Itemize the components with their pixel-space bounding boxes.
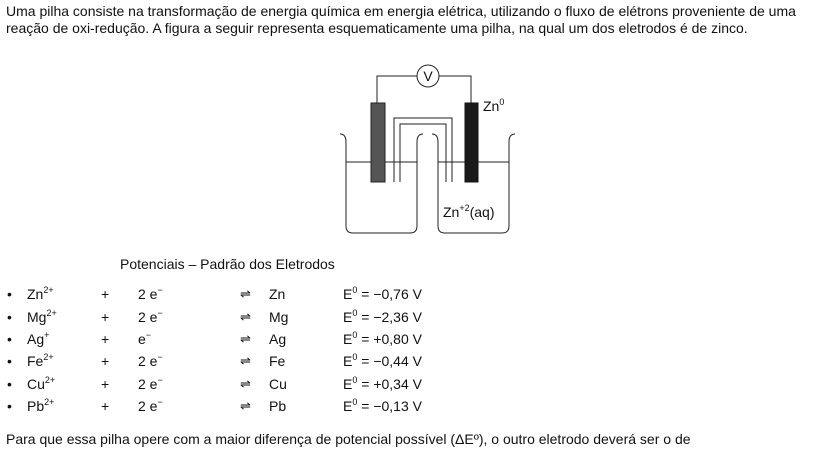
metal: Cu	[269, 376, 287, 392]
plus-sign: +	[101, 286, 110, 302]
question-text: Para que essa pilha opere com a maior diferença de potencial possível (ΔEº), o outro eletrodo deverá ser o de	[6, 431, 691, 447]
electrons: 2 e−	[138, 308, 163, 325]
electrons: 2 e−	[138, 352, 163, 369]
table-row	[0, 308, 500, 326]
plus-sign: +	[101, 331, 110, 347]
metal: Mg	[269, 309, 289, 325]
plus-sign: +	[101, 353, 110, 369]
metal: Pb	[269, 398, 287, 414]
plus-sign: +	[101, 309, 110, 325]
table-row	[0, 352, 500, 370]
equilibrium-arrow-icon: ⇌	[240, 331, 251, 346]
standard-potential: $E^0 = -2,36$ V	[343, 308, 422, 325]
bullet: •	[7, 331, 12, 347]
equilibrium-arrow-icon: ⇌	[240, 398, 251, 413]
electrons: 2 e−	[138, 397, 163, 414]
metal: Fe	[269, 353, 286, 369]
ion: $Mg^{2+}$	[27, 308, 57, 325]
zinc-electrode-label: Zn$^0$	[483, 97, 505, 114]
standard-potential: $E^0 = -0,76$ V	[343, 285, 422, 302]
potentials-table-title: Potenciais – Padrão dos Eletrodos	[120, 256, 335, 272]
bullet: •	[7, 376, 12, 392]
equilibrium-arrow-icon: ⇌	[240, 376, 251, 391]
plus-sign: +	[101, 398, 110, 414]
metal: Ag	[269, 331, 287, 347]
ion: $Pb^{2+}$	[27, 397, 55, 414]
table-row	[0, 330, 500, 348]
plus-sign: +	[101, 376, 110, 392]
galvanic-cell-figure	[330, 62, 530, 237]
bullet: •	[7, 398, 12, 414]
ion: $Cu^{2+}$	[27, 375, 56, 392]
ion: Ag+	[27, 330, 50, 347]
electrons: 2 e−	[138, 285, 163, 302]
equilibrium-arrow-icon: ⇌	[240, 286, 251, 301]
unknown-electrode	[371, 103, 385, 182]
metal: Zn	[269, 286, 286, 302]
voltmeter	[417, 65, 439, 87]
ion: $Fe^{2+}$	[27, 352, 54, 369]
bullet: •	[7, 286, 12, 302]
bullet: •	[7, 353, 12, 369]
intro-paragraph: Uma pilha consiste na transformação de energia química em energia elétrica, utilizando o fluxo de elétrons proveniente de uma reação de oxi-redução. A figura a seguir representa esquematicamente uma pilha, na qual um dos eletrodos é de zinco.	[6, 3, 796, 36]
standard-potential: $E^0 = -0,44$ V	[343, 352, 422, 369]
ion: $Zn^{2+}$	[27, 285, 54, 302]
voltmeter-label: V	[423, 68, 433, 84]
table-row	[0, 397, 500, 415]
table-row	[0, 375, 500, 393]
bullet: •	[7, 309, 12, 325]
equilibrium-arrow-icon: ⇌	[240, 309, 251, 324]
equilibrium-arrow-icon: ⇌	[240, 353, 251, 368]
standard-potential: $E^0 = -0,13$ V	[343, 397, 422, 414]
table-row	[0, 285, 500, 303]
salt-bridge	[394, 118, 452, 182]
zinc-solution-label: $Zn^{+2}(aq)$	[443, 203, 495, 220]
zinc-electrode	[465, 103, 478, 182]
standard-potential: $E^0 = +0,80$ V	[343, 330, 422, 347]
electrons: 2 e−	[138, 375, 163, 392]
electrons: e−	[138, 330, 152, 347]
standard-potential: $E^0 = +0,34$ V	[343, 375, 422, 392]
